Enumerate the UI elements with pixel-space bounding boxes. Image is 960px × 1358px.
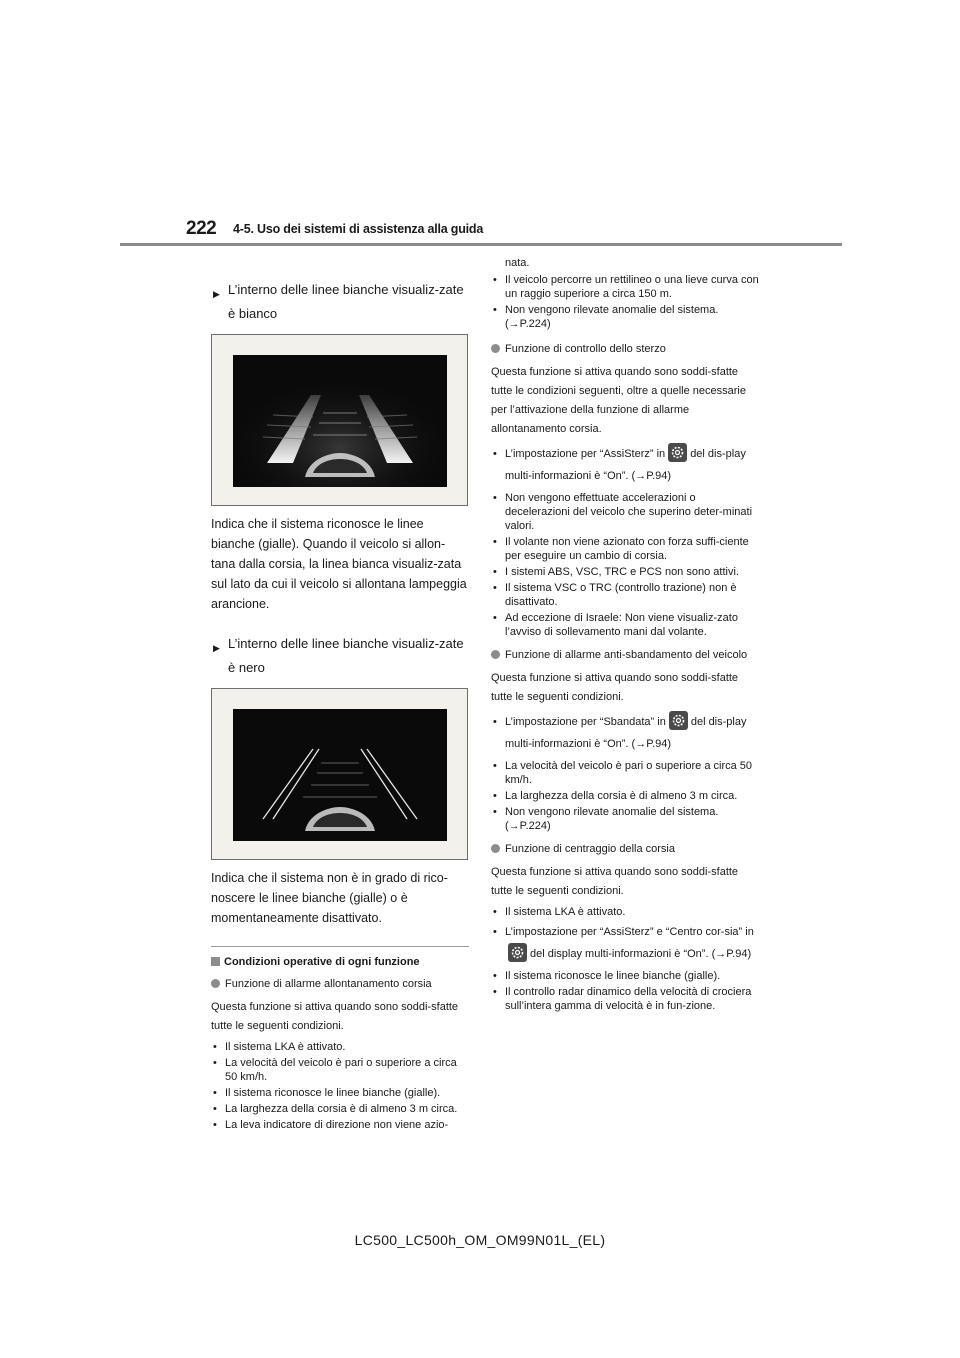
square-bullet-icon	[211, 957, 220, 966]
page-number: 222	[186, 218, 217, 239]
list-item: • La leva indicatore di direzione non viene azio-	[213, 1119, 449, 1131]
circle-bullet-icon	[491, 650, 500, 659]
display-screen	[233, 355, 447, 487]
condition-list	[491, 711, 761, 833]
function-intro: Questa funzione si attiva quando sono soddi-sfatte tutte le seguenti condizioni.	[211, 1001, 459, 1032]
figure-lines-black	[211, 688, 468, 860]
list-item: • Il sistema LKA è attivato.	[213, 1041, 346, 1053]
figure-lines-white	[211, 334, 468, 506]
function-intro: Questa funzione si attiva quando sono soddi-sfatte tutte le seguenti condizioni.	[491, 672, 739, 703]
gear-icon	[668, 443, 687, 462]
condition-list	[491, 443, 761, 639]
list-item: • L’impostazione per “AssiSterz” in del dis-play multi-informazioni è “On”. (→P.94)	[491, 443, 761, 487]
triangle-right-icon: ▶	[213, 643, 220, 653]
list-item: • L’impostazione per “Sbandata” in del dis-play multi-informazioni è “On”. (→P.94)	[491, 711, 761, 755]
list-item: • Non vengono effettuate accelerazioni o decelerazioni del veicolo che superino deter-minati valori.	[493, 492, 753, 532]
list-item: • Non vengono rilevate anomalie del sistema. (→P.224)	[493, 806, 719, 832]
list-item: • La velocità del veicolo è pari o superiore a circa 50 km/h.	[213, 1057, 457, 1083]
list-item: • Il controllo radar dinamico della velocità di crociera sull’intera gamma di velocità è in fun-zione.	[493, 986, 752, 1012]
list-item: • Non vengono rilevate anomalie del sistema. (→P.224)	[493, 304, 719, 330]
display-screen	[233, 709, 447, 841]
list-item: • L’impostazione per “AssiSterz” e “Centro cor-sia” in del display multi-informazioni è “On”. (→P.94)	[493, 926, 754, 960]
left-column	[211, 278, 469, 1138]
document-code-footer: LC500_LC500h_OM_OM99N01L_(EL)	[354, 1232, 606, 1248]
list-item: • La larghezza della corsia è di almeno 3 m circa.	[213, 1103, 458, 1115]
subhead-black-inside: ▶ L’interno delle linee bianche visualiz-zate è nero	[213, 636, 464, 675]
section-title: 4-5. Uso dei sistemi di assistenza alla guida	[233, 222, 484, 236]
function-heading-steering-control: Funzione di controllo dello sterzo	[491, 341, 761, 357]
list-item: • La velocità del veicolo è pari o superiore a circa 50 km/h.	[493, 760, 753, 786]
function-heading-anti-sway: Funzione di allarme anti-sbandamento del veicolo	[491, 647, 761, 663]
function-intro: Questa funzione si attiva quando sono soddi-sfatte tutte le condizioni seguenti, oltre a quelle necessarie per l’attivazione della funzione di allarme allontanamento corsia.	[491, 366, 746, 435]
function-heading-lane-departure: Funzione di allarme allontanamento corsia	[211, 976, 469, 992]
desc-black: Indica che il sistema non è in grado di rico-noscere le linee bianche (gialle) o è momentaneamente disattivato.	[211, 871, 448, 925]
continued-text: nata.	[505, 257, 530, 269]
condition-list	[491, 273, 761, 331]
list-item: • Il sistema riconosce le linee bianche (gialle).	[493, 970, 721, 982]
function-intro: Questa funzione si attiva quando sono soddi-sfatte tutte le seguenti condizioni.	[491, 866, 739, 897]
triangle-right-icon: ▶	[213, 289, 220, 299]
right-column	[491, 256, 761, 1019]
circle-bullet-icon	[491, 844, 500, 853]
list-item: • La larghezza della corsia è di almeno 3 m circa.	[493, 790, 738, 802]
section-rule	[211, 946, 469, 947]
subhead-white-inside: ▶ L’interno delle linee bianche visualiz-zate è bianco	[213, 282, 464, 321]
gear-icon	[669, 711, 688, 730]
desc-white: Indica che il sistema riconosce le linee bianche (gialle). Quando il veicolo si allon-tana dalla corsia, la linea bianca visualiz-zata sul lato da cui il veicolo si allontana lampeggia arancione.	[211, 517, 467, 611]
list-item: • Il sistema VSC o TRC (controllo trazione) non è disattivato.	[493, 582, 737, 608]
conditions-heading: Condizioni operative di ogni funzione	[211, 953, 469, 971]
list-item: • Il sistema riconosce le linee bianche (gialle).	[213, 1087, 441, 1099]
list-item: • I sistemi ABS, VSC, TRC e PCS non sono attivi.	[493, 566, 739, 578]
circle-bullet-icon	[491, 344, 500, 353]
circle-bullet-icon	[211, 979, 220, 988]
list-item: • Ad eccezione di Israele: Non viene visualiz-zato l’avviso di sollevamento mani dal volante.	[493, 612, 738, 638]
header-rule	[120, 243, 842, 246]
gear-icon	[508, 943, 527, 962]
lane-display-black-illustration	[233, 709, 447, 841]
list-item: • Il volante non viene azionato con forza suffi-ciente per eseguire un cambio di corsia.	[493, 536, 749, 562]
function-heading-lane-centering: Funzione di centraggio della corsia	[491, 841, 761, 857]
condition-list	[491, 905, 761, 1013]
list-item: • Il veicolo percorre un rettilineo o una lieve curva con un raggio superiore a circa 150 m.	[493, 274, 759, 300]
list-item: • Il sistema LKA è attivato.	[493, 906, 626, 918]
condition-list	[211, 1040, 469, 1132]
lane-display-white-illustration	[233, 355, 447, 487]
